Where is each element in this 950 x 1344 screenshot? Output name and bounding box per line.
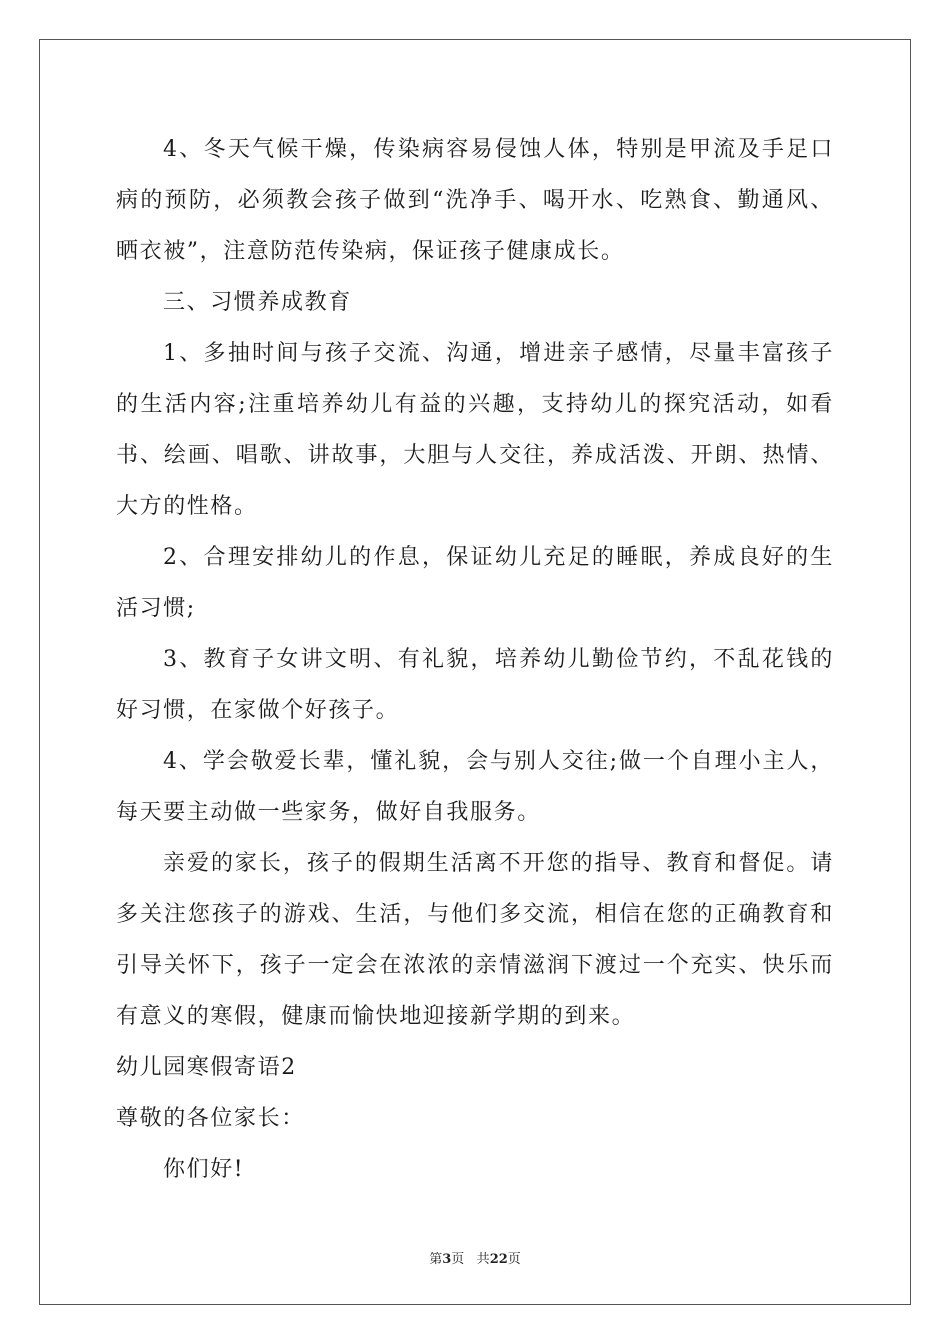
section-title-2: 幼儿园寒假寄语2: [116, 1055, 297, 1080]
footer-total-prefix: 共: [476, 1252, 490, 1267]
paragraph-habit-3: 3、教育子女讲文明、有礼貌，培养幼儿勤俭节约，不乱花钱的好习惯，在家做个好孩子。: [116, 647, 834, 723]
footer-page-suffix: 页: [451, 1252, 465, 1267]
document-body: [116, 124, 834, 1195]
footer-total-suffix: 页: [507, 1252, 521, 1267]
footer-total-pages: 22: [489, 1252, 508, 1267]
paragraph-1: 4、冬天气候干燥，传染病容易侵蚀人体，特别是甲流及手足口病的预防，必须教会孩子做到“洗净手、喝开水、吃熟食、勤通风、晒衣被”，注意防范传染病，保证孩子健康成长。: [116, 137, 834, 264]
salutation: 尊敬的各位家长：: [116, 1106, 305, 1131]
page-footer: [0, 1248, 950, 1267]
paragraph-habit-4: 4、学会敬爱长辈，懂礼貌，会与别人交往;做一个自理小主人，每天要主动做一些家务，做好自我服务。: [116, 749, 834, 825]
section-heading-habits: 三、习惯养成教育: [163, 290, 352, 315]
footer-page-number: 3: [442, 1252, 452, 1267]
footer-prefix: 第: [429, 1252, 443, 1267]
paragraph-habit-2: 2、合理安排幼儿的作息，保证幼儿充足的睡眠，养成良好的生活习惯;: [116, 545, 834, 621]
paragraph-closing: 亲爱的家长，孩子的假期生活离不开您的指导、教育和督促。请多关注您孩子的游戏、生活，与他们多交流，相信在您的正确教育和引导关怀下，孩子一定会在浓浓的亲情滋润下渡过一个充实、快乐而有意义的寒假，健康而愉快地迎接新学期的到来。: [116, 851, 834, 1029]
greeting: 你们好!: [163, 1157, 245, 1182]
paragraph-habit-1: 1、多抽时间与孩子交流、沟通，增进亲子感情，尽量丰富孩子的生活内容;注重培养幼儿有益的兴趣，支持幼儿的探究活动，如看书、绘画、唱歌、讲故事，大胆与人交往，养成活泼、开朗、热情、大方的性格。: [116, 341, 834, 519]
